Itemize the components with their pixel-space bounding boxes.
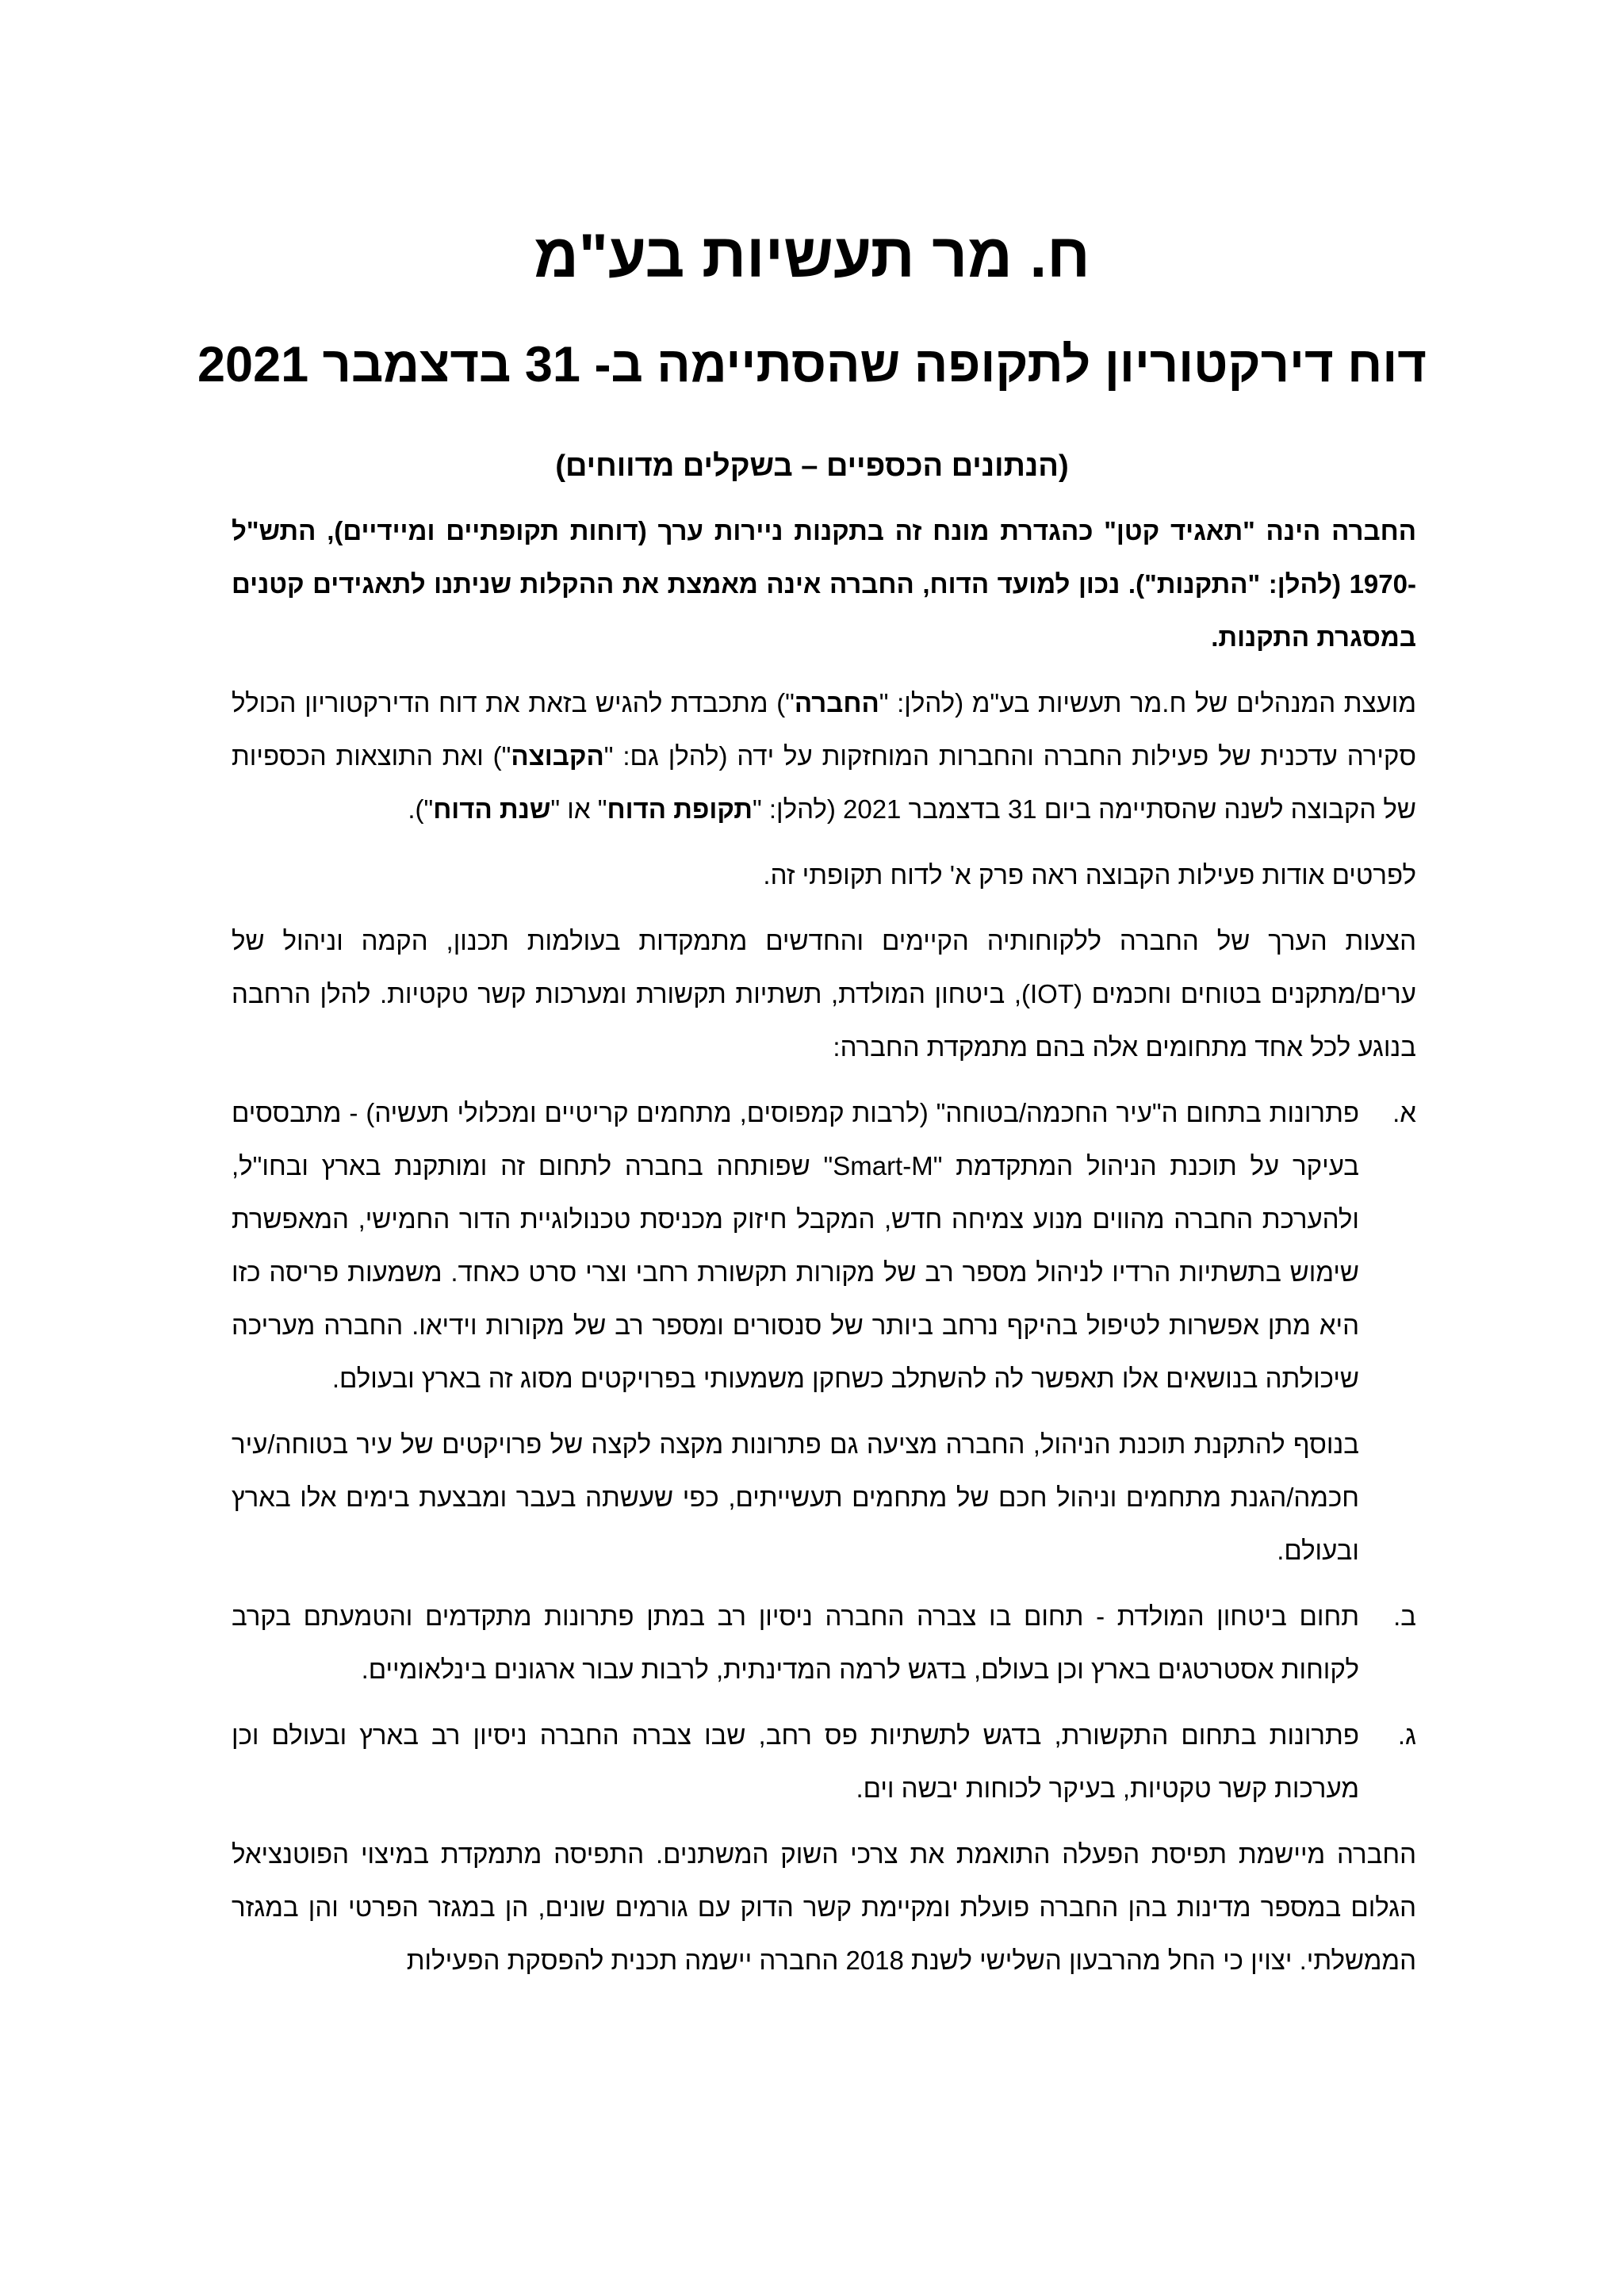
board-text-1: מועצת המנהלים של ח.מר תעשיות בע"מ (להלן: " [879, 688, 1417, 718]
board-term-group: הקבוצה [511, 741, 604, 771]
board-term-company: החברה [794, 688, 879, 718]
board-text-4: " או " [550, 794, 607, 824]
communications-paragraph: פתרונות בתחום התקשורת, בדגש לתשתיות פס רחב, שבו צברה החברה ניסיון רב בארץ ובעולם וכן מערכות קשר טקטיות, בעיקר לכוחות יבשה וים. [232, 1720, 1359, 1803]
list-item-b [232, 1590, 1416, 1696]
list-marker-c: ג. [1397, 1720, 1416, 1750]
currency-note: (הנתונים הכספיים – בשקלים מדווחים) [555, 450, 1069, 483]
strategy-paragraph: החברה מיישמת תפיסת הפעלה התואמת את צרכי השוק המשתנים. התפיסה מתמקדת במיצוי הפוטנציאל הגלום במספר מדינות בהן החברה פועלת ומקיימת קשר הדוק עם גורמים שונים, הן במגזר הפרטי והן במגזר הממשלתי. יצוין כי החל מהרבעון השלישי לשנת 2018 החברה יישמה תכנית להפסקת הפעילות [232, 1839, 1416, 1975]
list-item-c [232, 1709, 1416, 1815]
document-title: ח. מר תעשיות בע"מ [534, 220, 1090, 290]
value-proposition-paragraph: הצעות הערך של החברה ללקוחותיה הקיימים והחדשים מתמקדות בעולמות תכנון, הקמה וניהול של ערים/מתקנים בטוחים וחכמים (IOT), ביטחון המולדת, תשתיות תקשורת ומערכות קשר טקטיות. להלן הרחבה בנוגע לכל אחד מתחומים אלה בהם מתמקדת החברה: [232, 926, 1416, 1062]
board-term-report-year: שנת הדוח [433, 794, 551, 824]
list-marker-a: א. [1392, 1098, 1416, 1127]
homeland-security-paragraph: תחום ביטחון המולדת - תחום בו צברה החברה ניסיון רב במתן פתרונות מתקדמים והטמעתם בקרב לקוחות אסטרטגים בארץ וכן בעולם, בדגש לרמה המדינתית, לרבות עבור ארגונים בינלאומיים. [232, 1601, 1359, 1684]
document-subtitle: דוח דירקטוריון לתקופה שהסתיימה ב- 31 בדצמבר 2021 [197, 337, 1427, 392]
board-paragraph [232, 676, 1416, 836]
list-marker-b: ב. [1393, 1601, 1416, 1631]
board-text-3: ") ואת התוצאות הכספיות של הקבוצה לשנה שהסתיימה ביום 31 בדצמבר 2021 (להלן: " [232, 741, 1416, 824]
list-body-a [232, 1086, 1359, 1405]
board-term-report-period: תקופת הדוח [607, 794, 753, 824]
small-reporting-paragraph: החברה הינה "תאגיד קטן" כהגדרת מונח זה בתקנות ניירות ערך (דוחות תקופתיים ומיידיים), התש"ל -1970 (להלן: "התקנות"). נכון למועד הדוח, החברה אינה מאמצת את ההקלות שניתנו לתאגידים קטנים במסגרת התקנות. [232, 516, 1416, 652]
board-text-5: "). [408, 794, 434, 824]
board-text-2: ") מתכבדת להגיש בזאת את דוח הדירקטוריון הכולל סקירה עדכנית של פעילות החברה והחברות המוחזקות על ידה (להלן גם: " [232, 688, 1416, 771]
smart-city-paragraph: פתרונות בתחום ה"עיר החכמה/בטוחה" (לרבות קמפוסים, מתחמים קריטיים ומכלולי תעשיה) - מתבססים בעיקר על תוכנת הניהול המתקדמת "Smart-M" שפותחה בחברה לתחום זה ומותקנת בארץ ובחו"ל, ולהערכת החברה מהווים מנוע צמיחה חדש, המקבל חיזוק מכניסת טכנולוגיית הדור החמישי, המאפשרת שימוש בתשתיות הרדיו לניהול מספר רב של מקורות תקשורת רחבי וצרי סרט כאחד. משמעות פריסה כזו היא מתן אפשרות לטיפול בהיקף נרחב ביותר של סנסורים ומספר רב של מקורות וידיאו. החברה מעריכה שיכולתה בנושאים אלו תאפשר לה להשתלב כשחקן משמעותי בפרויקטים מסוג זה בארץ ובעולם. [232, 1098, 1359, 1393]
additional-solutions-paragraph: בנוסף להתקנת תוכנת הניהול, החברה מציעה גם פתרונות מקצה לקצה של פרויקטים של עיר בטוחה/עיר חכמה/הגנת מתחמים וניהול חכם של מתחמים תעשייתים, כפי שעשתה בעבר ומבצעת בימים אלו בארץ ובעולם. [232, 1429, 1359, 1565]
list-item-a [232, 1086, 1416, 1405]
details-paragraph: לפרטים אודות פעילות הקבוצה ראה פרק א' לדוח תקופתי זה. [763, 860, 1416, 890]
document-body [232, 504, 1416, 1999]
